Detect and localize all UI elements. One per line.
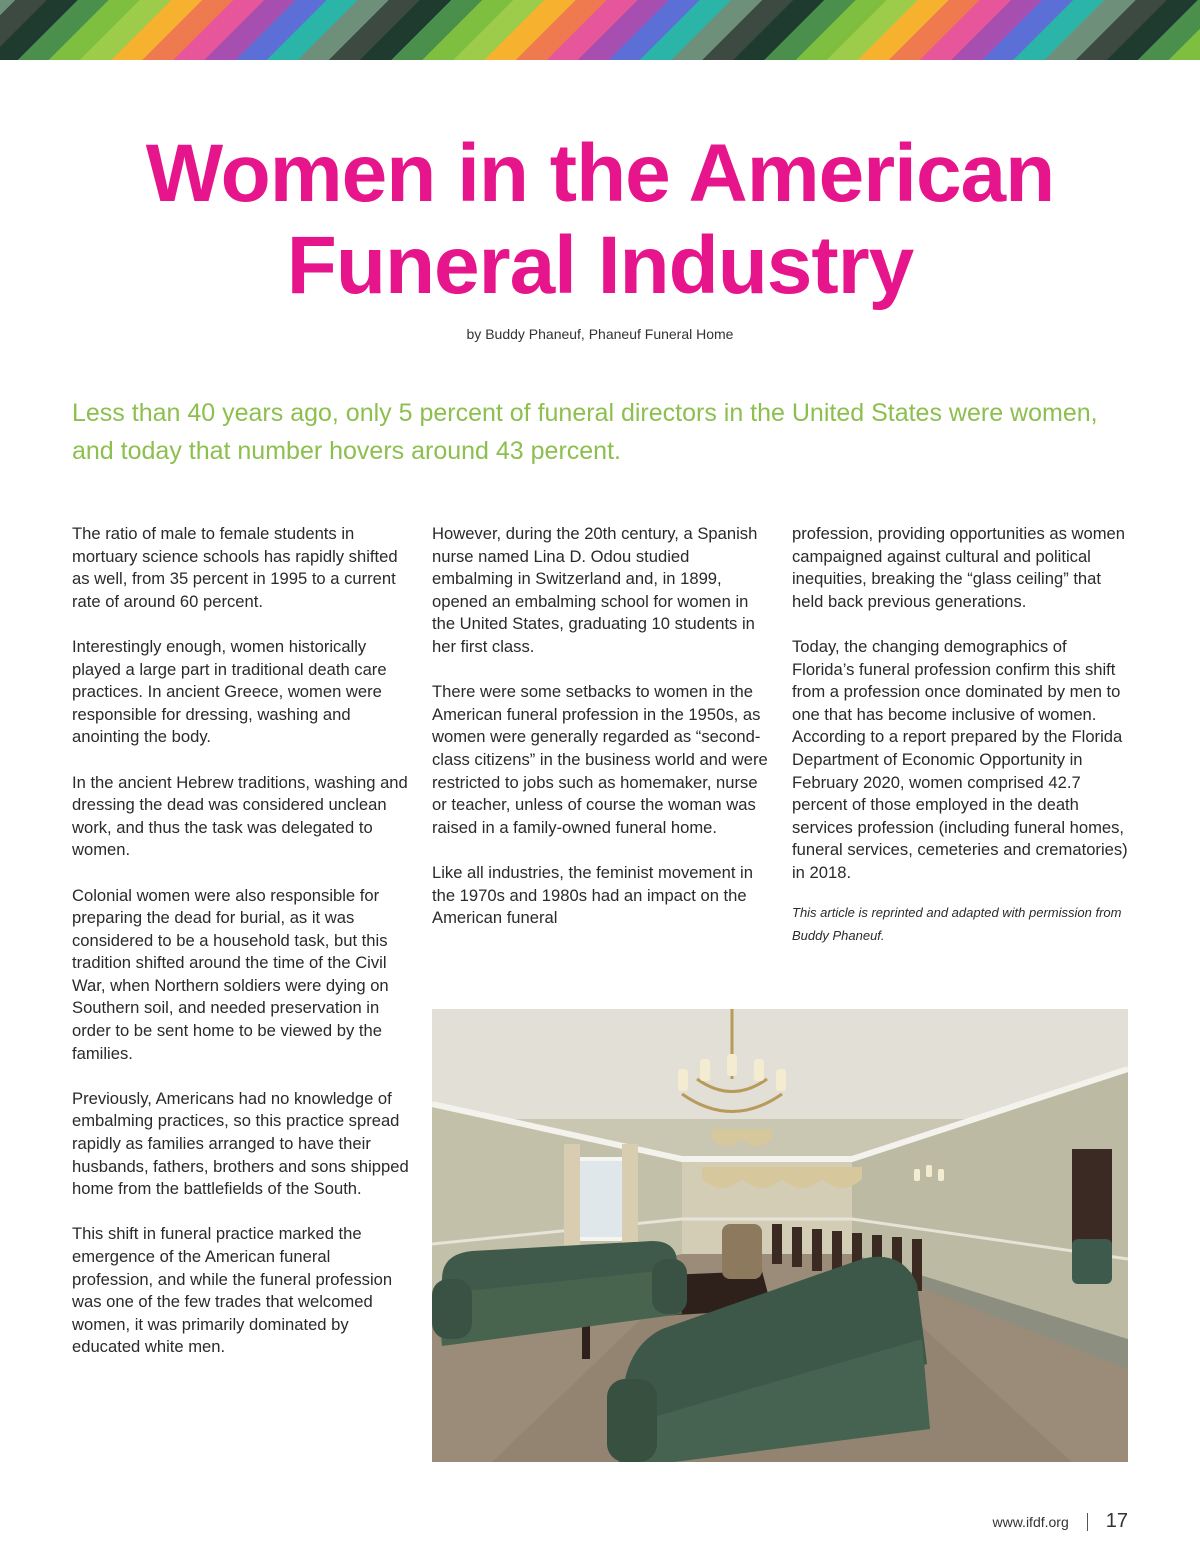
text-column-2 <box>432 523 772 952</box>
paragraph: Today, the changing demographics of Florida’s funeral profession confirm this shift from a profession once dominated by men to one that has become inclusive of women. According to a report prepared by the Florida Department of Economic Opportunity in February 2020, women comprised 42.7 percent of those employed in the death services profession (including funeral homes, funeral services, cemeteries and crematories) in 2018. <box>792 636 1128 882</box>
paragraph: Previously, Americans had no knowledge of embalming practices, so this practice spread rapidly as families arranged to have their husbands, fathers, brothers and sons shipped home from the battlefields of the South. <box>72 1088 409 1199</box>
funeral-home-interior-photo <box>432 1009 1128 1462</box>
paragraph: However, during the 20th century, a Spanish nurse named Lina D. Odou studied embalming in Switzerland and, in 1899, opened an embalming school for women in the United States, graduating 10 students in her first class. <box>432 524 758 656</box>
title-line-1: Women in the American <box>145 128 1055 219</box>
lede-paragraph: Less than 40 years ago, only 5 percent of funeral directors in the United States were women, and today that number hovers around 43 percent. <box>72 399 1098 465</box>
text-column-1 <box>72 523 412 1382</box>
title-line-2: Funeral Industry <box>286 220 914 311</box>
byline: by Buddy Phaneuf, Phaneuf Funeral Home <box>466 326 734 342</box>
paragraph: There were some setbacks to women in the American funeral profession in the 1950s, as women were generally regarded as “second-class citizens” in the business world and were restricted to jobs such as homemaker, nurse or teacher, unless of course the woman was raised in a family-owned funeral home. <box>432 682 768 837</box>
paragraph: Interestingly enough, women historically played a large part in traditional death care practices. In ancient Greece, women were responsible for dressing, washing and anointing the body. <box>72 636 387 747</box>
decorative-stripe-banner <box>0 0 1200 60</box>
reprint-note: This article is reprinted and adapted with permission from Buddy Phaneuf. <box>792 905 1122 944</box>
paragraph: The ratio of male to female students in mortuary science schools has rapidly shifted as well, from 35 percent in 1995 to a current rate of around 60 percent. <box>72 524 398 611</box>
paragraph: This shift in funeral practice marked the emergence of the American funeral profession, and while the funeral profession was one of the few trades that welcomed women, it was primarily dominated by educated white men. <box>72 1224 393 1357</box>
footer-divider <box>1087 1513 1088 1531</box>
article-title <box>0 128 1200 312</box>
interior-illustration <box>432 1009 1128 1462</box>
page-footer <box>993 1510 1129 1533</box>
paragraph: Colonial women were also responsible for preparing the dead for burial, as it was considered to be a household task, but this tradition shifted around the time of the Civil War, when Northern soldiers were dying on Southern soil, and needed preservation in order to be sent home to be viewed by the families. <box>72 885 389 1063</box>
paragraph: Like all industries, the feminist movement in the 1970s and 1980s had an impact on the American funeral <box>432 862 753 928</box>
paragraph: profession, providing opportunities as women campaigned against cultural and political inequities, breaking the “glass ceiling” that held back previous generations. <box>792 524 1125 611</box>
page-number: 17 <box>1105 1510 1128 1532</box>
footer-url: www.ifdf.org <box>992 1513 1069 1530</box>
paragraph: In the ancient Hebrew traditions, washing and dressing the dead was considered unclean work, and thus the task was delegated to women. <box>72 772 408 860</box>
text-column-3 <box>792 523 1132 970</box>
